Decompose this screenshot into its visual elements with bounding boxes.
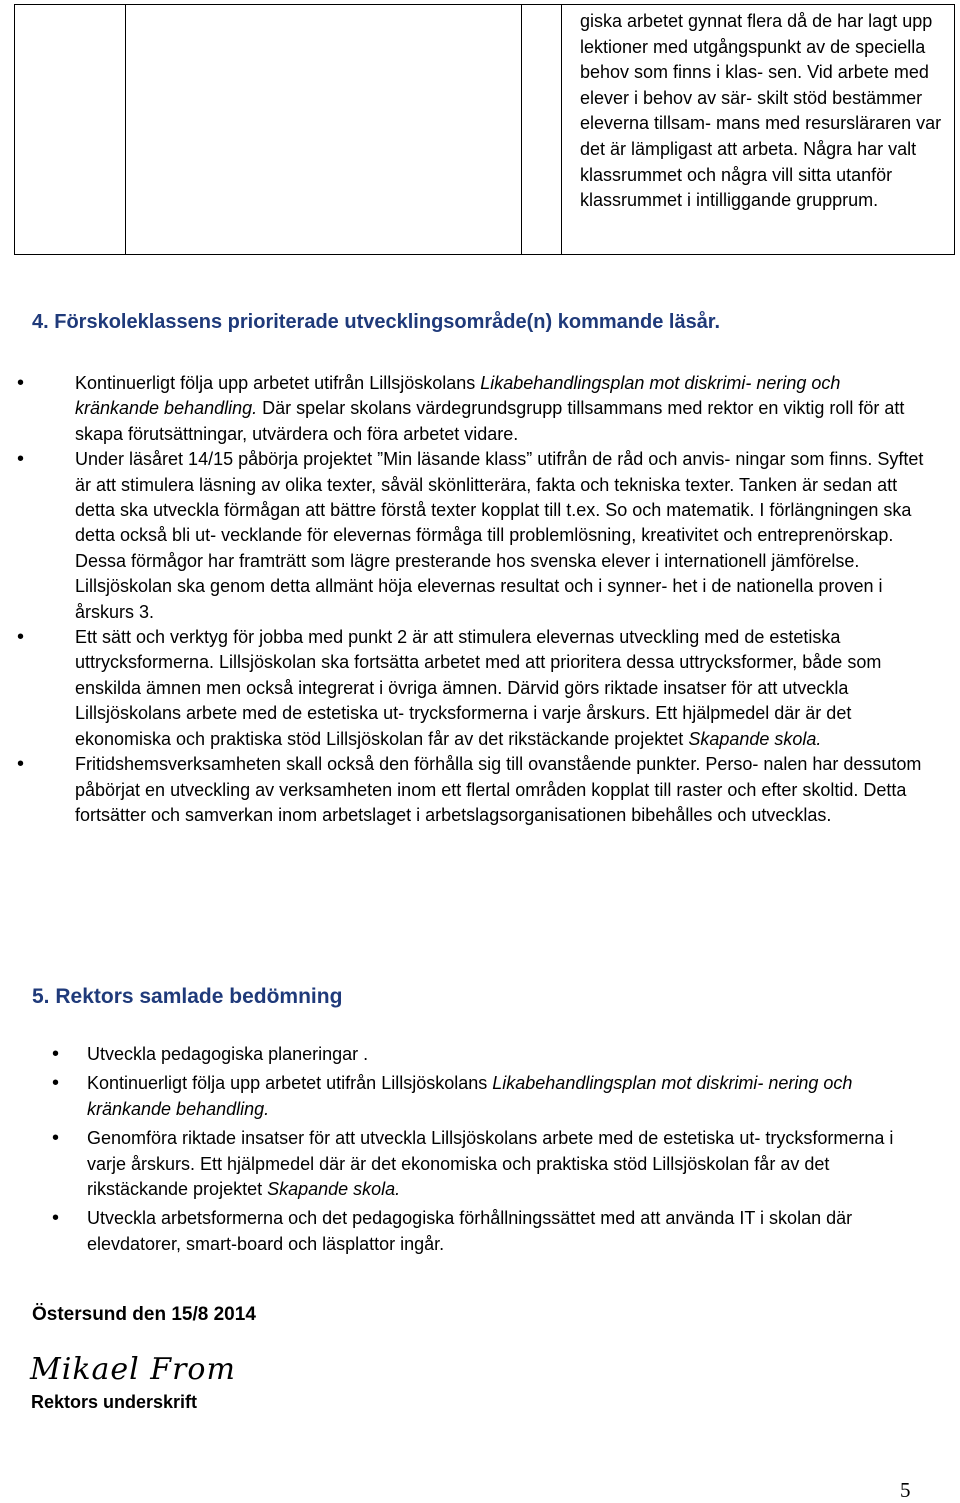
place-date: Östersund den 15/8 2014 bbox=[32, 1304, 256, 1325]
list-item: • Genomföra riktade insatser för att utveckla Lillsjöskolans arbete med de estetiska ut- trycksformerna i varje årskurs. Ett hjälpmedel där är det ekonomiska och praktiska stöd Lillsjöskolan får av det rikstäckande projektet Skapande skola. bbox=[52, 1127, 894, 1200]
page-number: 5 bbox=[900, 1478, 911, 1502]
bullet-icon: • bbox=[17, 753, 25, 776]
list-item: • Kontinuerligt följa upp arbetet utifrån Lillsjöskolans Likabehandlingsplan mot diskrimi- nering och kränkande behandling. bbox=[52, 1072, 853, 1119]
section-4-heading: 4. Förskoleklassens prioriterade utvecklingsområde(n) kommande läsår. bbox=[32, 311, 721, 333]
section-5-heading: 5. Rektors samlade bedömning bbox=[32, 985, 343, 1008]
list-item: • Utveckla pedagogiska planeringar . bbox=[52, 1043, 369, 1065]
bullet-icon: • bbox=[17, 448, 25, 471]
signature-label: Rektors underskrift bbox=[31, 1392, 198, 1412]
section-5-list bbox=[52, 1042, 917, 1261]
list-item: • Under läsåret 14/15 påbörja projektet ”Min läsande klass” utifrån de råd och anvis- ningar som finns. Syftet är att stimulera läsning av olika texter, såväl skönlitterära, fakta och tekniska texter. Tanken är sedan att detta ska utveckla förmågan att bättre förstå texter kopplat till t.ex. So och matematik. I förlängningen ska detta också bli ut- vecklande för elevernas förmåga till problemlösning, kreativitet och entreprenörskap. Dessa förmågor har framträtt som lägre presterande hos svenska elever i internationell jämförelse. Lillsjöskolan ska genom detta allmänt höja elevernas resultat och i synner- het i de nationella proven i årskurs 3. bbox=[17, 448, 924, 622]
list-item: • Kontinuerligt följa upp arbetet utifrån Lillsjöskolans Likabehandlingsplan mot diskrimi- nering och kränkande behandling. Där spelar skolans värdegrundsgrupp tillsammans med rektor en viktig roll för att skapa förutsättningar, utvärdera och föra arbetet vidare. bbox=[17, 372, 905, 444]
signature: Mikael From bbox=[30, 1352, 236, 1387]
list-item: • Fritidshemsverksamheten skall också den förhålla sig till ovanstående punkter. Perso- nalen har dessutom påbörjat en utveckling av verksamheten inom ett flertal områden kopplat till raster och efter skoltid. Detta fortsätter och samverkan inom arbetslaget i arbetslagsorganisationen bibehålles och utvecklas. bbox=[17, 753, 922, 825]
bullet-icon: • bbox=[52, 1072, 60, 1095]
bullet-icon: • bbox=[17, 626, 25, 649]
table-cell-1 bbox=[15, 5, 126, 254]
list-item: • Ett sätt och verktyg för jobba med punkt 2 är att stimulera elevernas utveckling med de estetiska uttrycksformerna. Lillsjöskolan ska fortsätta arbetet med att prioritera dessa uttrycksformer, både som enskilda ämnen men också integrerat i övriga ämnen. Därvid görs riktade insatser för att utveckla Lillsjöskolans arbete med de estetiska ut- trycksformerna i varje årskurs. Ett hjälpmedel där är det ekonomiska och praktiska stöd Lillsjöskolan får av det rikstäckande projektet Skapande skola. bbox=[17, 626, 882, 749]
list-item: • Utveckla arbetsformerna och det pedagogiska förhållningssättet med att använda IT i skolan där elevdatorer, smart-board och läsplattor ingår. bbox=[52, 1207, 853, 1254]
table-cell-2 bbox=[126, 5, 522, 254]
bullet-icon: • bbox=[52, 1043, 60, 1065]
table-cell-3 bbox=[522, 5, 562, 254]
section-4-list bbox=[17, 371, 925, 828]
bullet-icon: • bbox=[52, 1127, 60, 1150]
table-cell-text: giska arbetet gynnat flera då de har lagt upp lektioner med utgångspunkt av de speciella behov som finns i klas- sen. Vid arbete med elever i behov av sär- skilt stöd bestämmer eleverna tillsam- mans med resursläraren var det är lämpligast att arbeta. Några har valt klassrummet och några vill sitta utanför klassrummet i intilliggande grupprum. bbox=[580, 11, 942, 211]
bullet-icon: • bbox=[52, 1207, 60, 1230]
table-fragment bbox=[14, 4, 955, 255]
bullet-icon: • bbox=[17, 372, 25, 394]
